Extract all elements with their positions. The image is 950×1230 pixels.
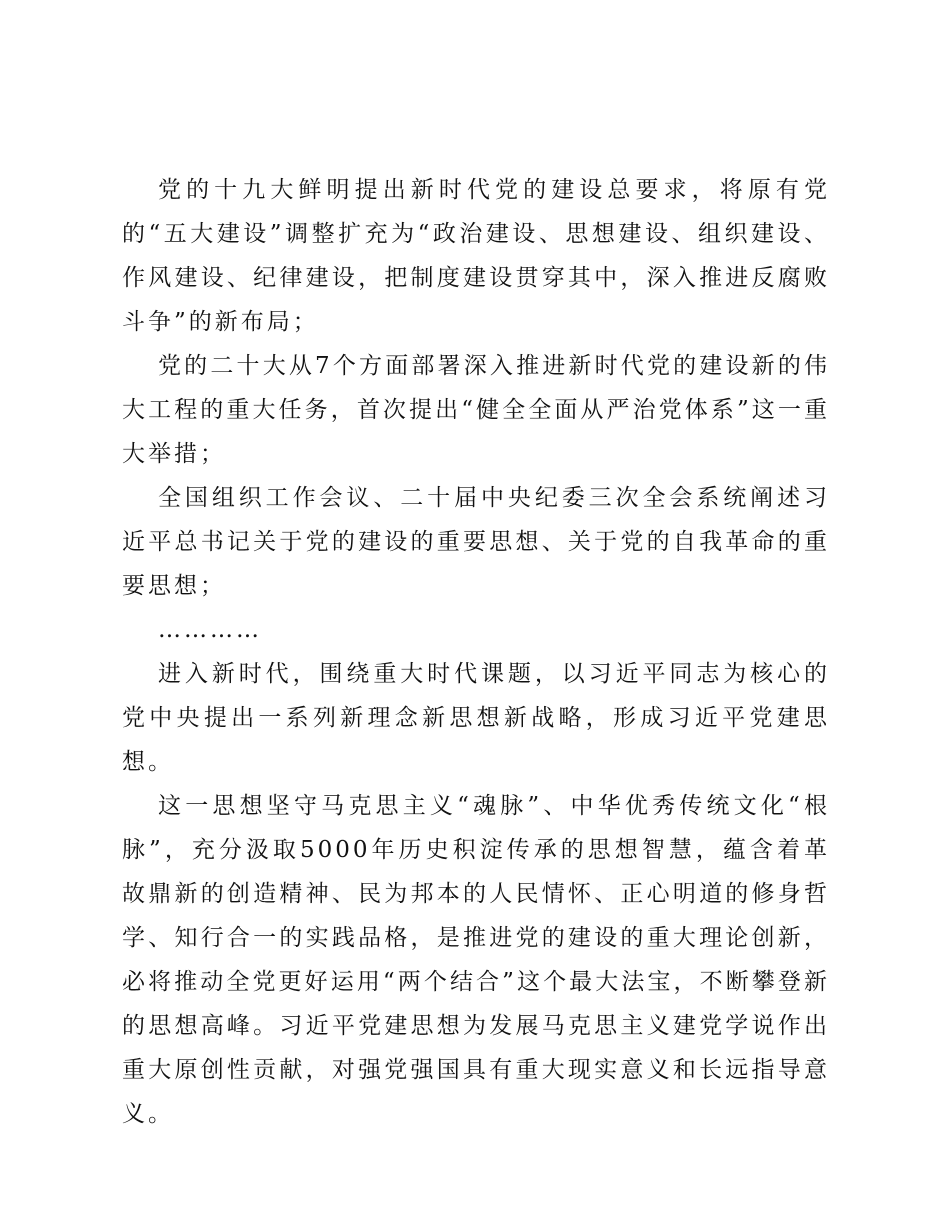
paragraph-organization-conference: 全国组织工作会议、二十届中央纪委三次全会系统阐述习近平总书记关于党的建设的重要思想、关于党的自我革命的重要思想； bbox=[122, 485, 830, 599]
paragraph-thought-significance: 这一思想坚守马克思主义“魂脉”、中华优秀传统文化“根脉”，充分汲取5000年历史积淀传承的思想智慧，蕴含着革故鼎新的创造精神、民为邦本的人民情怀、正心明道的修身哲学、知行合一的实践品格，是推进党的建设的重大理论创新，必将推动全党更好运用“两个结合”这个最大法宝，不断攀登新的思想高峰。习近平党建思想为发展马克思主义建党学说作出重大原创性贡献，对强党强国具有重大现实意义和长远指导意义。 bbox=[122, 793, 830, 1127]
paragraph-ellipsis: ………… bbox=[158, 617, 262, 643]
paragraph-new-era: 进入新时代，围绕重大时代课题，以习近平同志为核心的党中央提出一系列新理念新思想新战略，形成习近平党建思想。 bbox=[122, 661, 830, 775]
paragraph-19th-congress: 党的十九大鲜明提出新时代党的建设总要求，将原有党的“五大建设”调整扩充为“政治建设、思想建设、组织建设、作风建设、纪律建设，把制度建设贯穿其中，深入推进反腐败斗争”的新布局； bbox=[122, 177, 830, 335]
paragraph-20th-congress: 党的二十大从7个方面部署深入推进新时代党的建设新的伟大工程的重大任务，首次提出“健全全面从严治党体系”这一重大举措； bbox=[122, 353, 830, 467]
document-body bbox=[122, 168, 830, 1136]
